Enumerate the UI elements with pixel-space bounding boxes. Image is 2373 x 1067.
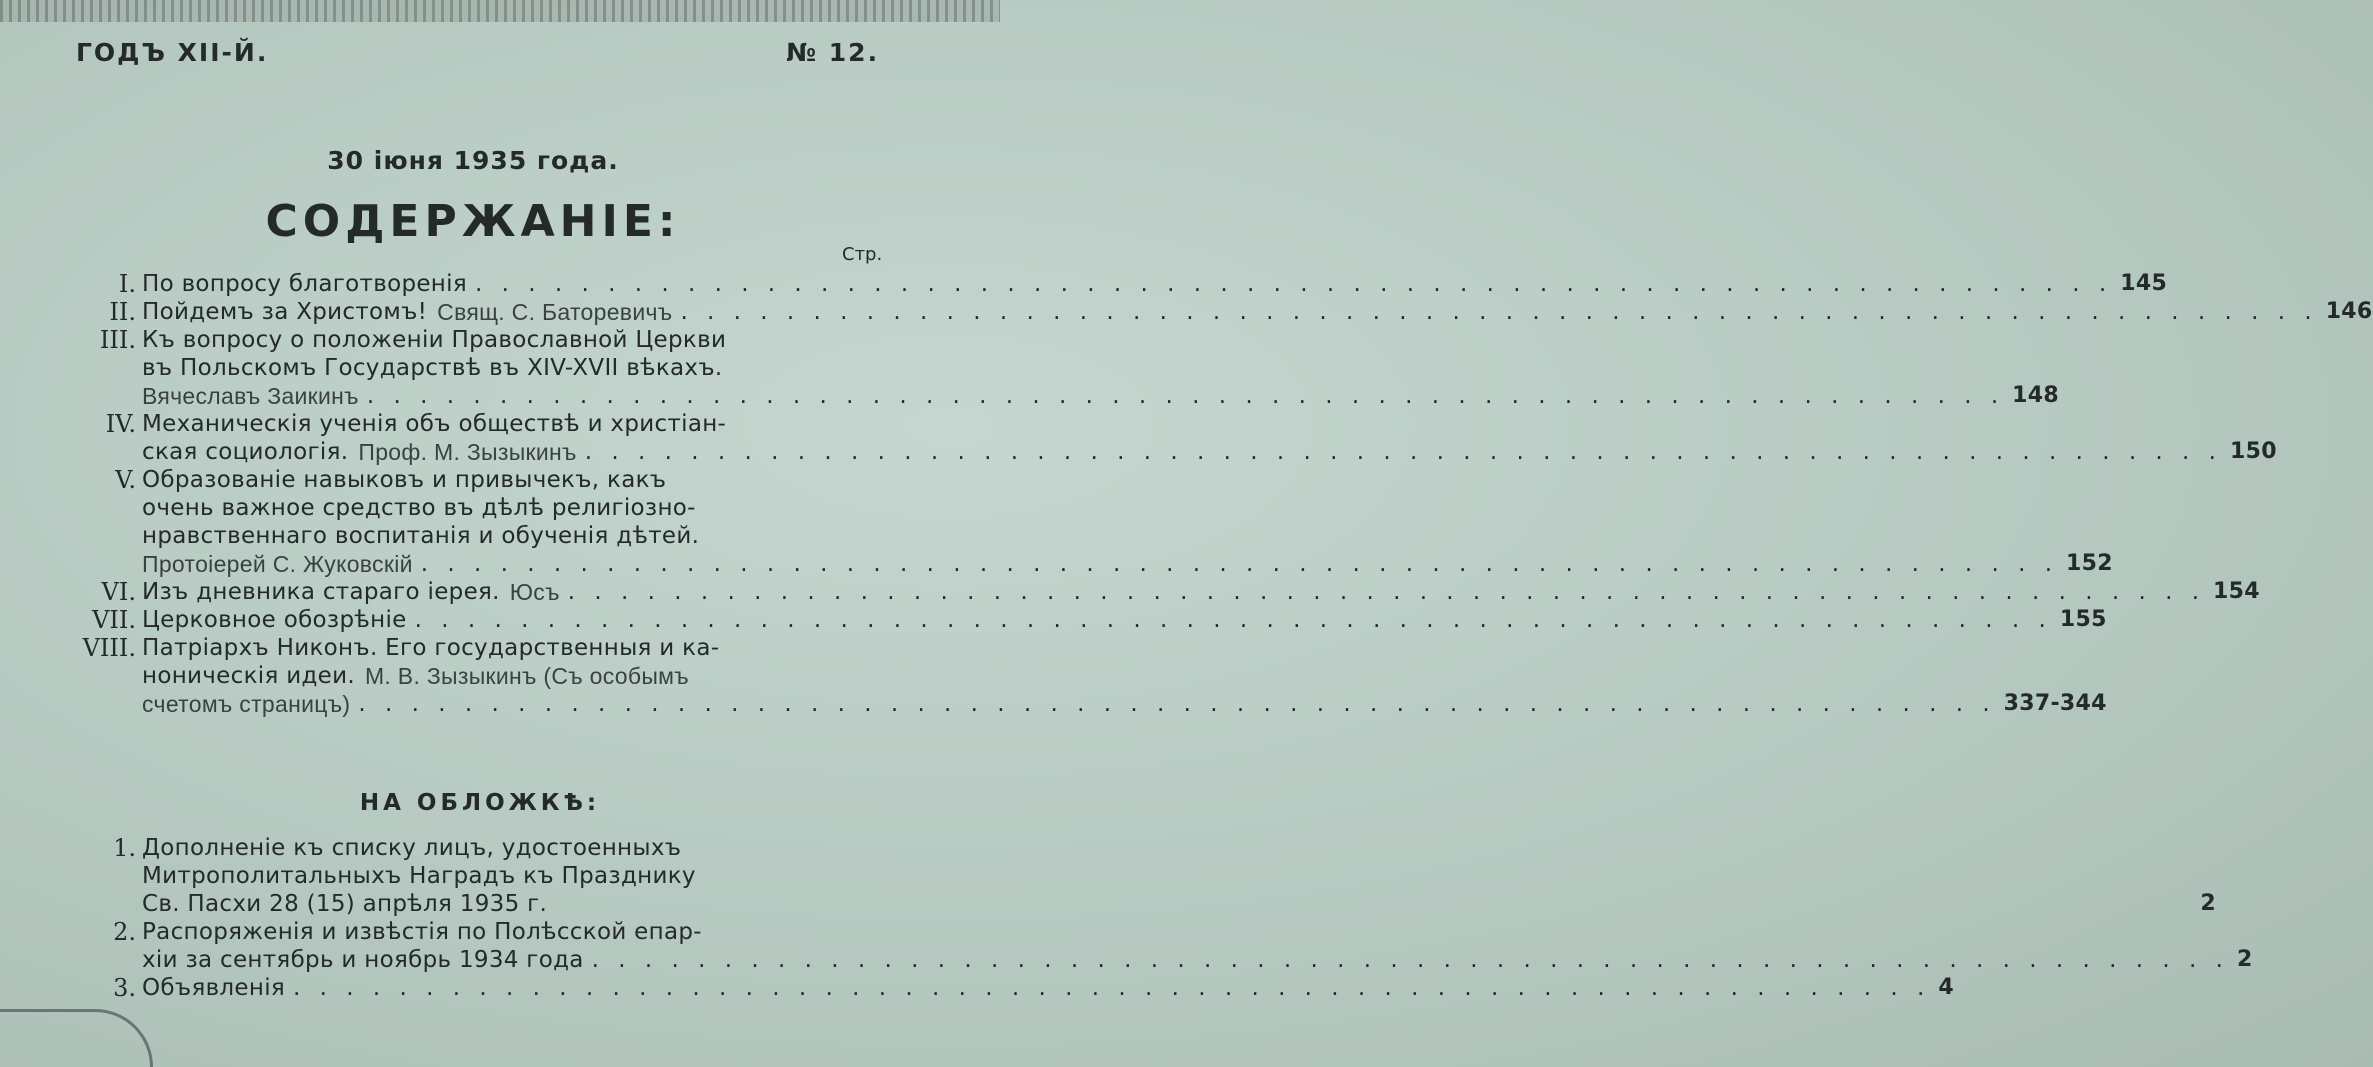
toc-entry-number: V. (115, 466, 136, 494)
toc-entry-number: VII. (92, 606, 136, 634)
cover-ornament-band (0, 0, 1000, 22)
toc-entry-author: Свящ. С. Баторевичъ (437, 299, 673, 325)
issue-number: № 12. (786, 38, 880, 67)
toc-entry-title: Изъ дневника стараго іерея. (142, 579, 500, 605)
cover-entry-title-cont: Св. Пасхи 28 (15) апрѣля 1935 г. (142, 891, 548, 917)
cover-entry-number: 2. (113, 918, 136, 946)
toc-entry-title: Пойдемъ за Христомъ! (142, 299, 428, 325)
toc-entry-author: Вячеславъ Заикинъ (142, 383, 359, 409)
cover-entry-title-cont: хіи за сентябрь и ноябрь 1934 года (142, 947, 584, 973)
toc-entry-title: Механическія ученія объ обществѣ и христіан- (142, 411, 727, 437)
toc-entry-title-cont: ская социологія. (142, 439, 349, 465)
toc-entry-5 (60, 466, 2113, 578)
toc-entry-number: VI. (101, 578, 136, 606)
cover-entry-number: 1. (113, 834, 136, 862)
cover-entry-number: 3. (113, 974, 136, 1002)
toc-entry-page: 146 (2325, 299, 2373, 324)
cover-entry-2 (60, 918, 2253, 974)
toc-entry-author-cont: счетомъ страницъ) (142, 691, 351, 717)
year-label: ГОДЪ XII-Й. (76, 38, 269, 67)
toc-entry-page: 337-344 (2003, 691, 2107, 716)
page-title: СОДЕРЖАНІЕ: (265, 196, 681, 247)
toc-entry-page: 154 (2213, 579, 2260, 604)
cover-entry-title: Распоряженія и извѣстія по Полѣсской епар- (142, 919, 702, 945)
cover-ornament-corner (0, 1009, 153, 1067)
toc-entry-title-cont: нравственнаго воспитанія и обученія дѣтей. (142, 523, 700, 549)
toc-entry-3 (60, 326, 2059, 410)
toc-entry-6 (60, 578, 2260, 606)
toc-entry-number: I. (118, 270, 136, 298)
toc-entry-author: Проф. М. Зызыкинъ (358, 439, 577, 465)
toc-entry-page: 155 (2059, 607, 2107, 632)
toc-entry-8 (60, 634, 2107, 718)
toc-entry-number: III. (99, 326, 136, 354)
cover-entry-page: 2 (2236, 947, 2253, 972)
cover-section-title: НА ОБЛОЖКѢ: (359, 790, 601, 816)
toc-entry-title-cont: очень важное средство въ дѣлѣ религіозно- (142, 495, 696, 521)
page-column-label: Стр. (842, 244, 883, 265)
toc-entry-title: Образованіе навыковъ и привычекъ, какъ (142, 467, 667, 493)
cover-entry-title: Объявленія (142, 975, 286, 1001)
toc-entry-page: 145 (2120, 271, 2168, 296)
toc-entry-7 (60, 606, 2107, 634)
cover-list (60, 834, 2253, 1002)
toc-entry-number: IV. (105, 410, 136, 438)
toc-entry-title: Къ вопросу о положеніи Православной Церкви (142, 327, 727, 353)
toc-entry-number: II. (109, 298, 136, 326)
cover-entry-page: 4 (1938, 975, 1954, 1000)
toc-entry-2 (60, 298, 2373, 326)
cover-entry-1 (60, 834, 2216, 918)
cover-entry-page: 2 (2200, 891, 2216, 916)
toc-entry-author: Протоіерей С. Жуковскій (142, 551, 413, 577)
toc-entry-title: По вопросу благотворенія (142, 271, 467, 297)
toc-entry-1 (60, 270, 2168, 298)
toc-entry-page: 152 (2066, 551, 2113, 576)
toc-entry-number: VIII. (82, 634, 136, 662)
cover-entry-title: Дополненіе къ списку лицъ, удостоенныхъ (142, 835, 682, 861)
contents-list (60, 270, 2373, 718)
cover-entry-3 (60, 974, 1954, 1002)
toc-entry-title-cont: ноническія идеи. (142, 663, 355, 689)
toc-entry-author: Юсъ (509, 579, 560, 605)
cover-entry-title-cont: Митрополитальныхъ Наградъ къ Празднику (142, 863, 696, 889)
toc-entry-title: Церковное обозрѣніе (142, 607, 407, 633)
toc-entry-page: 150 (2230, 439, 2277, 464)
toc-entry-title-cont: въ Польскомъ Государствѣ въ XIV-XVII вѣкахъ. (142, 355, 723, 381)
toc-entry-title: Патріархъ Никонъ. Его государственныя и ка- (142, 635, 720, 661)
issue-date: 30 іюня 1935 года. (327, 146, 619, 175)
toc-entry-4 (60, 410, 2277, 466)
toc-entry-author: М. В. Зызыкинъ (Съ особымъ (364, 663, 689, 689)
toc-entry-page: 148 (2012, 383, 2059, 408)
